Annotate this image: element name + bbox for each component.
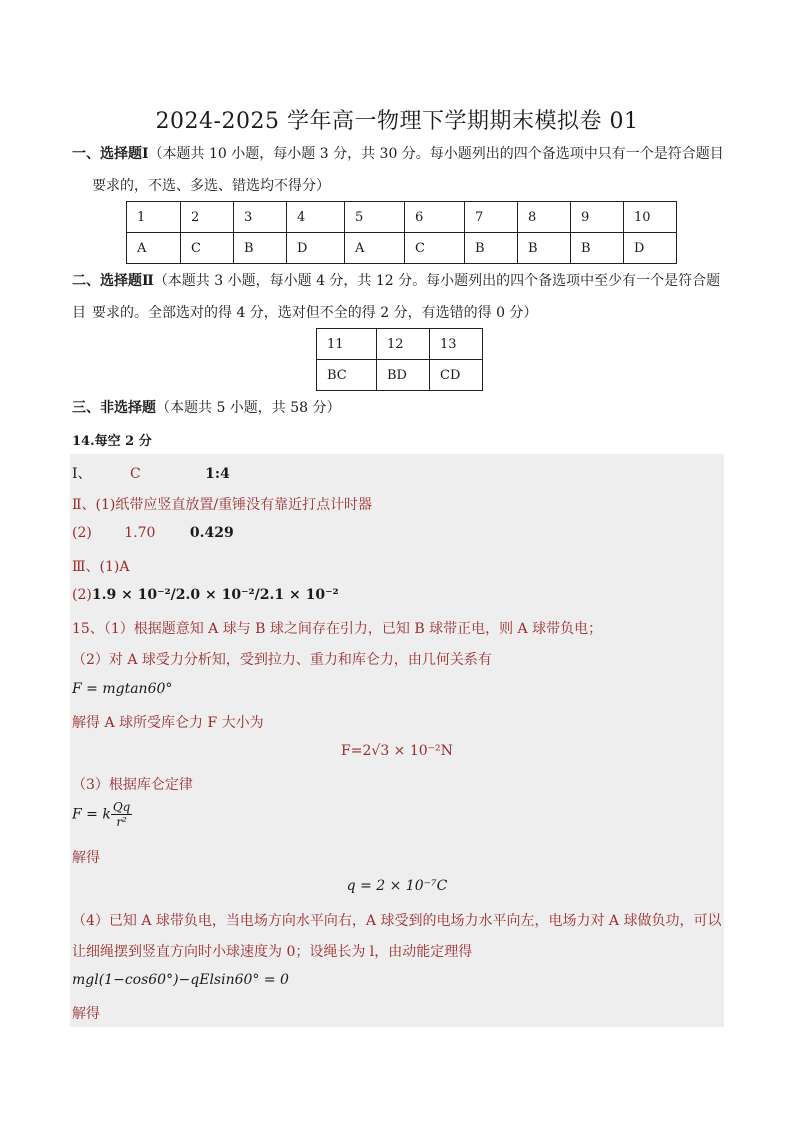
table-cell: B xyxy=(234,233,287,264)
q14-line1-label: Ⅰ、 xyxy=(72,466,92,482)
table-cell: BC xyxy=(317,360,377,391)
q14-line5 xyxy=(72,587,339,603)
q14-line2: Ⅱ、(1)纸带应竖直放置/重锤没有靠近打点计时器 xyxy=(72,497,373,513)
q15-eq2: F=2√3 × 10⁻²N xyxy=(341,743,453,759)
q15-part2: （2）对 A 球受力分析知，受到拉力、重力和库仑力，由几何关系有 xyxy=(72,652,492,668)
table-row xyxy=(127,233,677,264)
table-cell: 1 xyxy=(127,202,181,233)
section3-desc-text: （本题共 5 小题，共 58 分） xyxy=(156,400,341,416)
table-row xyxy=(317,329,483,360)
table-cell: 3 xyxy=(234,202,287,233)
section1-desc xyxy=(72,138,724,170)
q15-eq3-fraction xyxy=(111,800,133,829)
q15-eq5: mgl(1−cos60°)−qElsin60° = 0 xyxy=(72,972,289,988)
q15-part1: 15、（1）根据题意知 A 球与 B 球之间存在引力，已知 B 球带正电，则 A 球带负电； xyxy=(72,621,603,637)
table-cell: B xyxy=(571,233,624,264)
table-cell: 11 xyxy=(317,329,377,360)
table-cell: 8 xyxy=(518,202,571,233)
table-cell: 12 xyxy=(377,329,430,360)
table-cell: 9 xyxy=(571,202,624,233)
q14-line1 xyxy=(72,463,230,483)
section1-heading: 一、选择题Ⅰ xyxy=(72,146,149,162)
q14-line5-label: (2) xyxy=(72,587,92,603)
q14-line1-answer-b: 1:4 xyxy=(205,466,230,482)
q15-eq3-numerator: Qq xyxy=(112,800,131,814)
table-cell: 10 xyxy=(624,202,677,233)
page-title: 2024-2025 学年高一物理下学期期末模拟卷 01 xyxy=(155,109,639,134)
table-cell: B xyxy=(518,233,571,264)
section3-heading: 三、非选择题 xyxy=(72,400,156,416)
table-cell: A xyxy=(127,233,181,264)
q15-part8: 解得 xyxy=(72,1006,100,1022)
section1-answer-table xyxy=(126,201,677,264)
section2-desc-text: （本题共 3 小题，每小题 4 分，共 12 分。每小题列出的四个备选项中至少有一个是符合题目 xyxy=(72,273,721,321)
q15-eq4: q = 2 × 10⁻⁷C xyxy=(346,878,448,894)
table-row xyxy=(317,360,483,391)
q15-part7: 让细绳摆到竖直方向时小球速度为 0；设绳长为 l，由动能定理得 xyxy=(72,944,473,960)
section2-heading: 二、选择题Ⅱ xyxy=(72,273,154,289)
table-cell: D xyxy=(287,233,345,264)
q15-eq3-denominator: r² xyxy=(116,815,127,829)
q15-part6: （4）已知 A 球带负电，当电场方向水平向右，A 球受到的电场力水平向左，电场力对 A 球做负功，可以 xyxy=(72,913,722,929)
table-cell: A xyxy=(345,233,405,264)
table-cell: 4 xyxy=(287,202,345,233)
q14-line3-label: (2) xyxy=(72,525,92,541)
q15-eq1: F = mgtan60° xyxy=(72,681,173,697)
q14-line3-answer-b: 0.429 xyxy=(189,525,234,541)
table-cell: C xyxy=(405,233,465,264)
q14-line3-answer-a: 1.70 xyxy=(124,525,156,541)
table-cell: 7 xyxy=(465,202,518,233)
q14-line5-answer: 1.9 × 10⁻²/2.0 × 10⁻²/2.1 × 10⁻² xyxy=(91,587,339,603)
table-cell: 5 xyxy=(345,202,405,233)
table-cell: C xyxy=(181,233,234,264)
q14-line1-answer-a: C xyxy=(129,466,141,482)
q14-header: 14.每空 2 分 xyxy=(72,434,152,449)
table-cell: 2 xyxy=(181,202,234,233)
table-cell: 6 xyxy=(405,202,465,233)
q15-part3: 解得 A 球所受库仑力 F 大小为 xyxy=(72,715,264,731)
table-row xyxy=(127,202,677,233)
q15-eq3 xyxy=(72,800,132,829)
table-cell: BD xyxy=(377,360,430,391)
q14-line3 xyxy=(72,525,234,541)
table-cell: B xyxy=(465,233,518,264)
q15-part5: 解得 xyxy=(72,850,100,866)
section1-desc-text: （本题共 10 小题，每小题 3 分，共 30 分。每小题列出的四个备选项中只有一个是符合题目 xyxy=(148,146,724,162)
q14-line4: Ⅲ、(1)A xyxy=(72,559,130,575)
q15-part4: （3）根据库仑定律 xyxy=(72,777,193,793)
section2-desc2: 要求的。全部选对的得 4 分，选对但不全的得 2 分，有选错的得 0 分） xyxy=(92,305,538,321)
table-cell: CD xyxy=(430,360,483,391)
section2-answer-table xyxy=(316,328,483,391)
section3-desc xyxy=(72,392,724,424)
table-cell: D xyxy=(624,233,677,264)
q15-eq3-lhs: F = k xyxy=(72,806,111,823)
table-cell: 13 xyxy=(430,329,483,360)
section1-desc2: 要求的，不选、多选、错选均不得分） xyxy=(92,178,330,194)
